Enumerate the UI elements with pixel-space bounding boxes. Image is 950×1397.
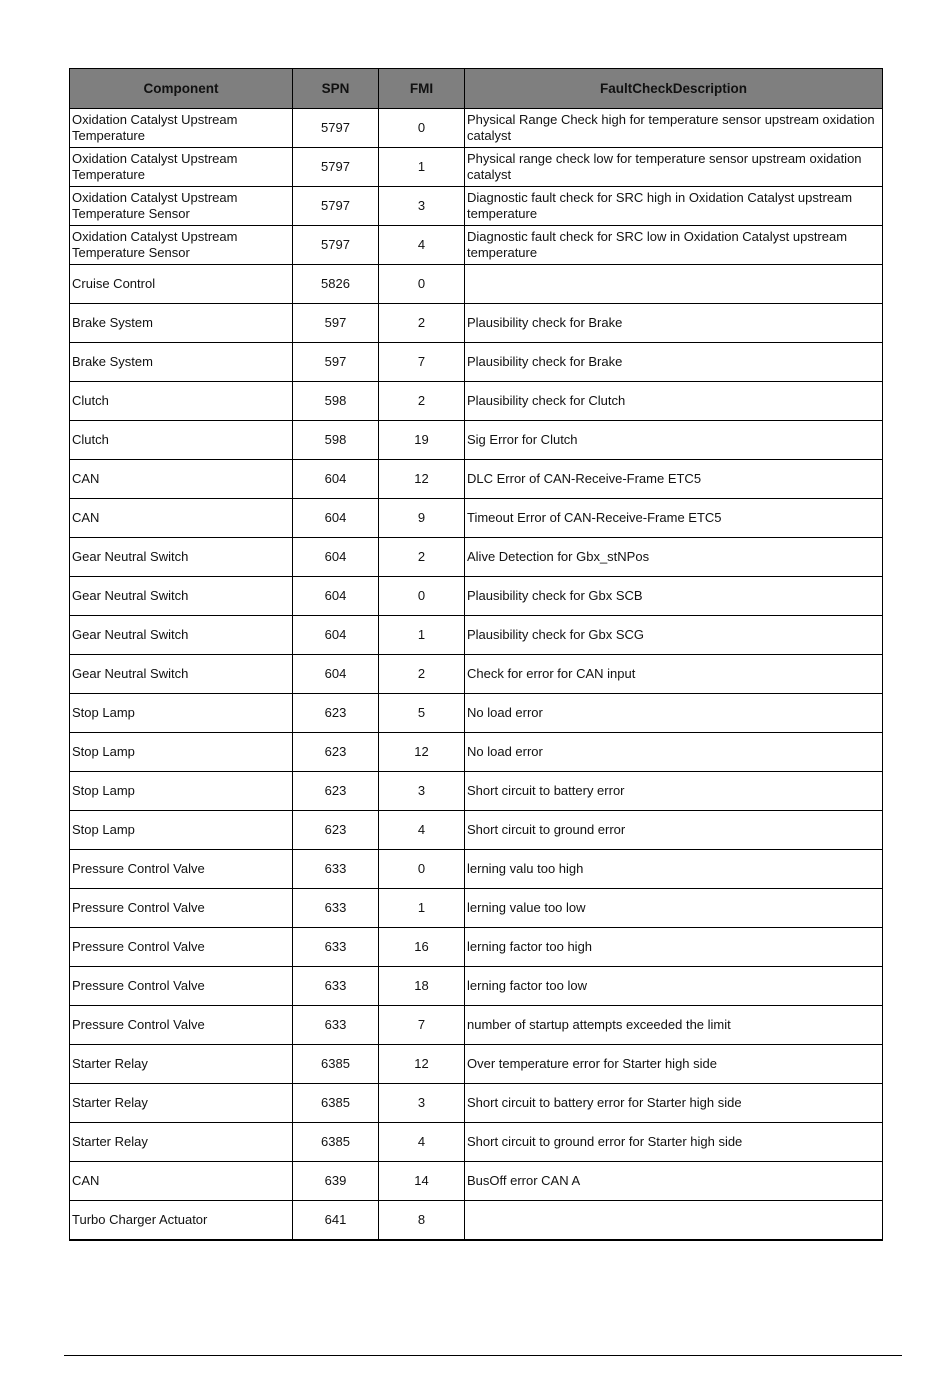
cell-spn: 623 [293,772,379,811]
cell-component: Clutch [70,382,293,421]
cell-spn: 598 [293,382,379,421]
table-row [70,187,883,226]
cell-fmi: 12 [379,460,465,499]
cell-fmi: 4 [379,226,465,265]
table-row [70,616,883,655]
cell-spn: 6385 [293,1123,379,1162]
cell-fmi: 2 [379,538,465,577]
cell-fmi: 0 [379,850,465,889]
cell-description: Physical Range Check high for temperature sensor upstream oxidation catalyst [465,109,883,148]
cell-spn: 604 [293,616,379,655]
cell-fmi: 14 [379,1162,465,1201]
cell-spn: 633 [293,889,379,928]
cell-spn: 633 [293,928,379,967]
cell-spn: 639 [293,1162,379,1201]
table-row [70,1123,883,1162]
cell-spn: 623 [293,733,379,772]
cell-description: lerning factor too low [465,967,883,1006]
cell-fmi: 5 [379,694,465,733]
table-header [70,69,883,109]
cell-fmi: 2 [379,304,465,343]
cell-fmi: 1 [379,148,465,187]
cell-component: Cruise Control [70,265,293,304]
cell-spn: 633 [293,850,379,889]
cell-component: Stop Lamp [70,733,293,772]
table-row [70,967,883,1006]
table-row [70,889,883,928]
cell-fmi: 1 [379,889,465,928]
cell-fmi: 2 [379,382,465,421]
cell-fmi: 9 [379,499,465,538]
table-row [70,811,883,850]
cell-description: Plausibility check for Brake [465,304,883,343]
cell-component: Starter Relay [70,1045,293,1084]
cell-component: Clutch [70,421,293,460]
cell-fmi: 3 [379,187,465,226]
cell-component: Brake System [70,343,293,382]
cell-fmi: 2 [379,655,465,694]
cell-fmi: 0 [379,265,465,304]
cell-description: Diagnostic fault check for SRC high in Oxidation Catalyst upstream temperature [465,187,883,226]
cell-spn: 5826 [293,265,379,304]
cell-description: Plausibility check for Gbx SCB [465,577,883,616]
cell-component: Oxidation Catalyst Upstream Temperature [70,148,293,187]
cell-spn: 604 [293,538,379,577]
header-component: Component [70,69,293,109]
cell-fmi: 12 [379,733,465,772]
table-row [70,733,883,772]
fault-code-table [69,68,883,1241]
table-row [70,1162,883,1201]
cell-description: Diagnostic fault check for SRC low in Oxidation Catalyst upstream temperature [465,226,883,265]
cell-spn: 5797 [293,226,379,265]
cell-spn: 604 [293,655,379,694]
cell-fmi: 0 [379,577,465,616]
cell-spn: 604 [293,460,379,499]
table-row [70,109,883,148]
cell-description: BusOff error CAN A [465,1162,883,1201]
table-body [70,109,883,1241]
cell-component: Starter Relay [70,1084,293,1123]
cell-fmi: 19 [379,421,465,460]
table-row [70,1084,883,1123]
cell-spn: 5797 [293,148,379,187]
cell-spn: 6385 [293,1084,379,1123]
cell-description: Physical range check low for temperature sensor upstream oxidation catalyst [465,148,883,187]
cell-component: Turbo Charger Actuator [70,1201,293,1241]
table-row [70,655,883,694]
cell-component: Stop Lamp [70,772,293,811]
cell-fmi: 16 [379,928,465,967]
cell-component: Brake System [70,304,293,343]
cell-description: Over temperature error for Starter high side [465,1045,883,1084]
footer-divider [64,1355,902,1356]
cell-description: Plausibility check for Brake [465,343,883,382]
cell-description: number of startup attempts exceeded the limit [465,1006,883,1045]
table-row [70,343,883,382]
cell-spn: 597 [293,304,379,343]
cell-component: Oxidation Catalyst Upstream Temperature [70,109,293,148]
table-row [70,382,883,421]
cell-component: Gear Neutral Switch [70,655,293,694]
cell-description [465,265,883,304]
cell-component: CAN [70,499,293,538]
cell-fmi: 18 [379,967,465,1006]
cell-spn: 633 [293,967,379,1006]
cell-fmi: 3 [379,1084,465,1123]
cell-spn: 5797 [293,109,379,148]
cell-component: Stop Lamp [70,811,293,850]
cell-fmi: 0 [379,109,465,148]
cell-component: Pressure Control Valve [70,928,293,967]
cell-description: Timeout Error of CAN-Receive-Frame ETC5 [465,499,883,538]
cell-component: Pressure Control Valve [70,850,293,889]
table-row [70,304,883,343]
cell-description: Short circuit to ground error [465,811,883,850]
cell-component: Gear Neutral Switch [70,616,293,655]
cell-description: lerning valu too high [465,850,883,889]
cell-description: lerning value too low [465,889,883,928]
cell-component: Oxidation Catalyst Upstream Temperature Sensor [70,226,293,265]
cell-spn: 604 [293,577,379,616]
cell-description: Check for error for CAN input [465,655,883,694]
cell-description: Short circuit to battery error for Starter high side [465,1084,883,1123]
table-row [70,694,883,733]
cell-component: Gear Neutral Switch [70,577,293,616]
header-row [70,69,883,109]
cell-spn: 623 [293,694,379,733]
table-row [70,1201,883,1241]
cell-component: Pressure Control Valve [70,1006,293,1045]
table-row [70,928,883,967]
cell-component: Gear Neutral Switch [70,538,293,577]
table-row [70,772,883,811]
cell-spn: 6385 [293,1045,379,1084]
cell-description: Plausibility check for Clutch [465,382,883,421]
cell-description [465,1201,883,1241]
cell-description: No load error [465,694,883,733]
cell-fmi: 4 [379,811,465,850]
cell-description: Alive Detection for Gbx_stNPos [465,538,883,577]
cell-component: CAN [70,460,293,499]
table-row [70,577,883,616]
table-row [70,460,883,499]
header-spn: SPN [293,69,379,109]
cell-description: Plausibility check for Gbx SCG [465,616,883,655]
cell-fmi: 12 [379,1045,465,1084]
cell-description: Sig Error for Clutch [465,421,883,460]
cell-component: Pressure Control Valve [70,967,293,1006]
cell-component: Stop Lamp [70,694,293,733]
table-row [70,265,883,304]
table-row [70,226,883,265]
header-description: FaultCheckDescription [465,69,883,109]
cell-spn: 5797 [293,187,379,226]
table-row [70,421,883,460]
cell-description: No load error [465,733,883,772]
cell-spn: 633 [293,1006,379,1045]
cell-spn: 598 [293,421,379,460]
header-fmi: FMI [379,69,465,109]
cell-fmi: 3 [379,772,465,811]
cell-component: Pressure Control Valve [70,889,293,928]
cell-component: Oxidation Catalyst Upstream Temperature Sensor [70,187,293,226]
cell-component: CAN [70,1162,293,1201]
table-row [70,538,883,577]
table-row [70,499,883,538]
cell-spn: 604 [293,499,379,538]
cell-description: Short circuit to ground error for Starter high side [465,1123,883,1162]
table-row [70,1006,883,1045]
table-row [70,148,883,187]
cell-fmi: 8 [379,1201,465,1241]
cell-fmi: 7 [379,343,465,382]
cell-description: lerning factor too high [465,928,883,967]
cell-spn: 597 [293,343,379,382]
cell-fmi: 1 [379,616,465,655]
cell-fmi: 4 [379,1123,465,1162]
cell-component: Starter Relay [70,1123,293,1162]
cell-spn: 641 [293,1201,379,1241]
cell-fmi: 7 [379,1006,465,1045]
table-row [70,1045,883,1084]
table-row [70,850,883,889]
cell-spn: 623 [293,811,379,850]
cell-description: DLC Error of CAN-Receive-Frame ETC5 [465,460,883,499]
cell-description: Short circuit to battery error [465,772,883,811]
